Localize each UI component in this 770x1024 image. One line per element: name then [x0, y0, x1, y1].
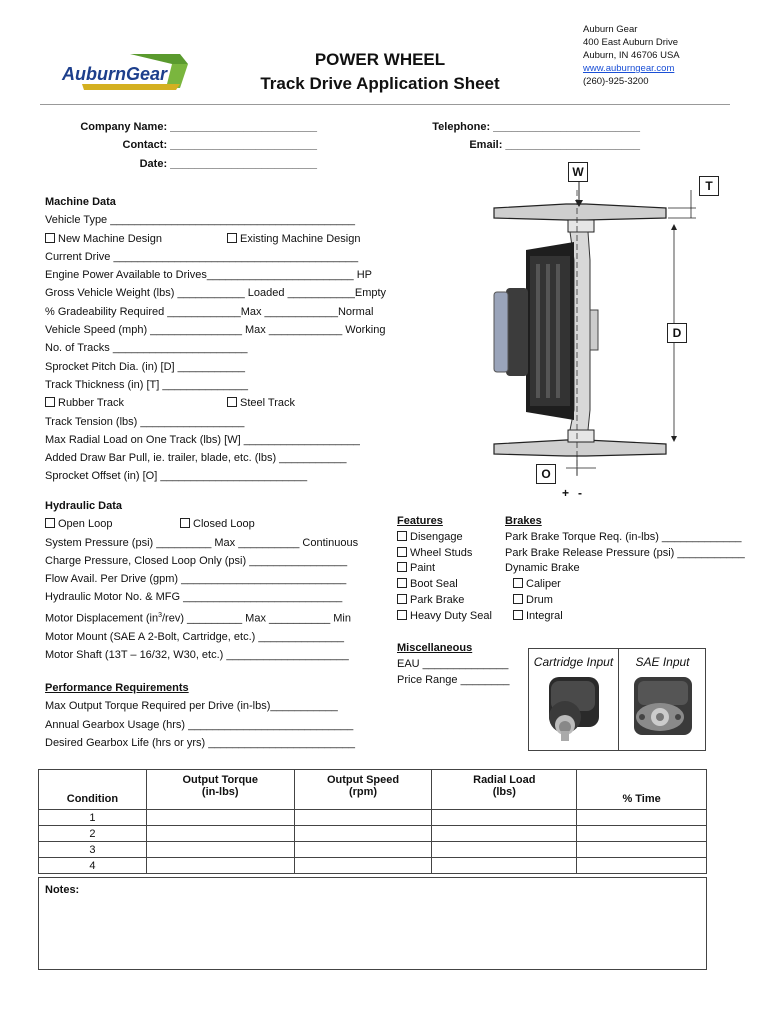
- brake-drum-checkbox[interactable]: [505, 593, 745, 609]
- table-cell[interactable]: [432, 810, 577, 826]
- table-cell[interactable]: [294, 826, 432, 842]
- table-cell[interactable]: [577, 826, 707, 842]
- charge-pressure-field[interactable]: Charge Pressure, Closed Loop Only (psi) ________________: [45, 554, 348, 567]
- track-drive-diagram: [486, 160, 731, 500]
- checkbox-icon: [397, 578, 407, 588]
- checkbox-icon: [227, 397, 237, 407]
- feature-heavy-duty-seal-checkbox[interactable]: [397, 609, 492, 625]
- sae-input-image: [630, 673, 696, 745]
- machine-data-section: [45, 193, 386, 486]
- steel-track-checkbox[interactable]: [227, 394, 295, 412]
- checkbox-icon: [227, 233, 237, 243]
- vehicle-type-field[interactable]: Vehicle Type ________________________________________: [45, 214, 355, 227]
- col-header-output-torque: Output Torque (in-lbs): [146, 770, 294, 810]
- track-tension-field[interactable]: Track Tension (lbs) _________________: [45, 415, 245, 428]
- checkbox-icon: [45, 233, 55, 243]
- table-cell[interactable]: [294, 842, 432, 858]
- dynamic-brake-label: Dynamic Brake: [505, 562, 580, 575]
- condition-number: 2: [39, 826, 147, 842]
- condition-number: 4: [39, 858, 147, 874]
- address-line: Auburn, IN 46706 USA: [583, 50, 680, 61]
- checkbox-label: Disengage: [410, 530, 463, 543]
- checkbox-label: Caliper: [526, 578, 561, 591]
- features-heading: Features: [397, 515, 443, 527]
- features-section: [397, 514, 492, 625]
- label-d: D: [667, 323, 687, 343]
- table-cell[interactable]: [577, 810, 707, 826]
- logo-text: AuburnGear: [62, 64, 168, 84]
- checkbox-label: Closed Loop: [193, 518, 255, 531]
- col-header-radial-load: Radial Load (lbs): [432, 770, 577, 810]
- col-header-percent-time: [577, 770, 707, 810]
- checkbox-label: Open Loop: [58, 518, 113, 531]
- website-link[interactable]: www.auburngear.com: [583, 63, 675, 74]
- existing-machine-checkbox[interactable]: [227, 230, 360, 248]
- table-cell[interactable]: [294, 858, 432, 874]
- company-address: [583, 23, 680, 88]
- sprocket-offset-field[interactable]: Sprocket Offset (in) [O] ________________________: [45, 470, 308, 483]
- telephone-field[interactable]: Telephone: ________________________: [432, 121, 640, 133]
- hydraulic-data-heading: Hydraulic Data: [45, 500, 123, 512]
- performance-section: [45, 679, 355, 752]
- checkbox-label: Integral: [526, 609, 563, 622]
- notes-label: Notes:: [45, 884, 80, 896]
- checkbox-label: Steel Track: [240, 397, 296, 410]
- checkbox-icon: [513, 578, 523, 588]
- contact-field[interactable]: Contact: ________________________: [122, 139, 317, 151]
- condition-number: 3: [39, 842, 147, 858]
- col-header-output-speed: Output Speed (rpm): [294, 770, 432, 810]
- desired-life-field[interactable]: Desired Gearbox Life (hrs or yrs) ________________________: [45, 736, 356, 749]
- table-row: [39, 858, 707, 874]
- checkbox-icon: [397, 547, 407, 557]
- offset-minus: -: [578, 486, 582, 500]
- draw-bar-field[interactable]: Added Draw Bar Pull, ie. trailer, blade, etc. (lbs) ___________: [45, 452, 347, 465]
- checkbox-label: Wheel Studs: [410, 546, 473, 559]
- checkbox-icon: [397, 531, 407, 541]
- table-cell[interactable]: [432, 826, 577, 842]
- machine-design-row: [45, 230, 386, 248]
- company-name-field[interactable]: Company Name: ________________________: [80, 121, 317, 133]
- brake-caliper-checkbox[interactable]: [505, 577, 745, 593]
- rubber-track-checkbox[interactable]: [45, 397, 124, 409]
- feature-park-brake-checkbox[interactable]: [397, 593, 492, 609]
- price-range-field[interactable]: Price Range ________: [397, 674, 510, 686]
- feature-boot-seal-checkbox[interactable]: [397, 577, 492, 593]
- hydraulic-data-section: [45, 497, 358, 664]
- table-cell[interactable]: [432, 858, 577, 874]
- cartridge-input-image: [543, 673, 605, 745]
- checkbox-label: Existing Machine Design: [240, 232, 361, 245]
- motor-shaft-field[interactable]: Motor Shaft (13T – 16/32, W30, etc.) ____________________: [45, 649, 349, 662]
- label-o: O: [536, 464, 556, 484]
- superscript: 3: [158, 611, 162, 619]
- email-field[interactable]: Email: ______________________: [469, 139, 640, 151]
- table-cell[interactable]: [146, 858, 294, 874]
- motor-disp-text: Motor Displacement (in: [45, 612, 159, 625]
- offset-plus: +: [562, 486, 570, 500]
- system-pressure-field[interactable]: System Pressure (psi) _________ Max __________ Continuous: [45, 536, 359, 549]
- annual-usage-field[interactable]: Annual Gearbox Usage (hrs) ___________________________: [45, 718, 354, 731]
- gross-weight-field[interactable]: Gross Vehicle Weight (lbs) ___________ Loaded ___________Empty: [45, 287, 387, 300]
- misc-heading: Miscellaneous: [397, 642, 473, 654]
- table-row: [39, 842, 707, 858]
- diagram-drawing: [486, 160, 731, 500]
- misc-section: [397, 640, 510, 688]
- table-header-row: [39, 770, 707, 810]
- checkbox-icon: [397, 610, 407, 620]
- input-types-box: [528, 648, 706, 751]
- checkbox-icon: [397, 562, 407, 572]
- table-cell[interactable]: [146, 826, 294, 842]
- gradeability-field[interactable]: % Gradeability Required ____________Max ____________Normal: [45, 305, 374, 318]
- table-row: [39, 826, 707, 842]
- brake-release-field[interactable]: Park Brake Release Pressure (psi) ___________: [505, 546, 745, 559]
- feature-disengage-checkbox[interactable]: [397, 530, 492, 546]
- checkbox-label: Park Brake: [410, 593, 465, 606]
- open-loop-checkbox[interactable]: [45, 518, 112, 530]
- label-t: T: [699, 176, 719, 196]
- num-tracks-field[interactable]: No. of Tracks ______________________: [45, 342, 248, 355]
- track-type-row: [45, 394, 386, 412]
- sprocket-pitch-field[interactable]: Sprocket Pitch Dia. (in) [D] ___________: [45, 360, 245, 373]
- checkbox-icon: [397, 594, 407, 604]
- brake-torque-field[interactable]: Park Brake Torque Req. (in-lbs) _____________: [505, 530, 742, 543]
- closed-loop-checkbox[interactable]: [180, 515, 255, 533]
- motor-mount-field[interactable]: Motor Mount (SAE A 2-Bolt, Cartridge, etc.) ______________: [45, 630, 345, 643]
- col-header-condition: [39, 770, 147, 810]
- condition-table: [38, 769, 707, 874]
- motor-displacement-field[interactable]: [45, 607, 358, 628]
- header-divider: [40, 104, 730, 105]
- checkbox-icon: [45, 397, 55, 407]
- motor-no-field[interactable]: Hydraulic Motor No. & MFG __________________________: [45, 591, 343, 604]
- track-thickness-field[interactable]: Track Thickness (in) [T] ______________: [45, 378, 249, 391]
- brakes-heading: Brakes: [505, 515, 542, 527]
- checkbox-icon: [513, 610, 523, 620]
- feature-paint-checkbox[interactable]: [397, 561, 492, 577]
- cartridge-input-label: Cartridge Input: [533, 655, 614, 669]
- title-line2: Track Drive Application Sheet: [260, 74, 500, 93]
- address-line: Auburn Gear: [583, 24, 638, 35]
- header-text: % Time: [622, 793, 661, 805]
- table-cell[interactable]: [146, 842, 294, 858]
- machine-data-heading: Machine Data: [45, 196, 116, 208]
- label-w: W: [568, 162, 588, 182]
- checkbox-label: Rubber Track: [58, 397, 125, 410]
- brake-integral-checkbox[interactable]: [505, 609, 745, 625]
- checkbox-icon: [45, 518, 55, 528]
- sae-input-label: SAE Input: [635, 655, 690, 669]
- checkbox-label: Boot Seal: [410, 578, 458, 591]
- table-cell[interactable]: [432, 842, 577, 858]
- notes-box[interactable]: [38, 877, 707, 970]
- checkbox-label: Heavy Duty Seal: [410, 609, 492, 622]
- performance-heading: Performance Requirements: [45, 682, 189, 694]
- engine-power-field[interactable]: Engine Power Available to Drives________________________ HP: [45, 269, 372, 282]
- checkbox-label: Drum: [526, 593, 553, 606]
- table-cell[interactable]: [146, 810, 294, 826]
- date-field[interactable]: Date: ________________________: [139, 158, 317, 170]
- checkbox-label: Paint: [410, 562, 436, 575]
- checkbox-label: New Machine Design: [58, 232, 162, 245]
- company-logo: [60, 50, 190, 94]
- vehicle-speed-field[interactable]: Vehicle Speed (mph) _______________ Max ____________ Working: [45, 324, 386, 337]
- max-torque-field[interactable]: Max Output Torque Required per Drive (in-lbs)___________: [45, 700, 338, 713]
- table-cell[interactable]: [577, 858, 707, 874]
- feature-wheel-studs-checkbox[interactable]: [397, 546, 492, 562]
- header-text: Condition: [66, 793, 119, 805]
- table-cell[interactable]: [577, 842, 707, 858]
- flow-field[interactable]: Flow Avail. Per Drive (gpm) ___________________________: [45, 573, 347, 586]
- max-radial-field[interactable]: Max Radial Load on One Track (lbs) [W] ___________________: [45, 433, 360, 446]
- condition-number: 1: [39, 810, 147, 826]
- checkbox-icon: [513, 594, 523, 604]
- title-line1: POWER WHEEL: [314, 50, 446, 69]
- new-machine-checkbox[interactable]: [45, 233, 162, 245]
- address-line: 400 East Auburn Drive: [583, 37, 679, 48]
- table-cell[interactable]: [294, 810, 432, 826]
- table-row: [39, 810, 707, 826]
- current-drive-field[interactable]: Current Drive ________________________________________: [45, 250, 359, 263]
- phone-number: (260)-925-3200: [583, 76, 649, 87]
- eau-field[interactable]: EAU ______________: [397, 658, 509, 670]
- checkbox-icon: [180, 518, 190, 528]
- motor-disp-text: /rev) _________ Max __________ Min: [162, 612, 351, 625]
- brakes-section: [505, 514, 745, 625]
- loop-type-row: [45, 515, 358, 533]
